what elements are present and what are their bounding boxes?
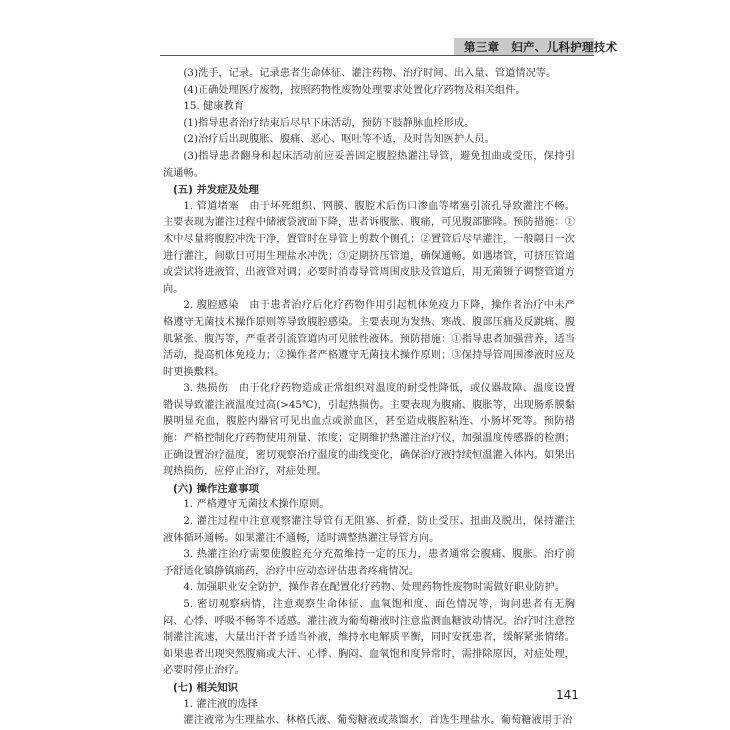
body-paragraph: 5. 密切观察病情，注意观察生命体征、血氧饱和度、面色情况等，询问患者有无胸闷、心悸、呼吸不畅等不适感。灌注液为葡萄糖液时注意监测血糖波动情况。治疗时注意控制灌注流速，大量出汗者予适当补液，维持水电解质平衡，同时安抚患者，缓解紧张情绪。如果患者出现突然腹痛或大汗、心悸、胸闷、血氧饱和度异常时，需排除原因，对症处理，必要时停止治疗。 [163,599,575,677]
body-paragraph: 灌注液常为生理盐水、林格氏液、葡萄糖液或蒸馏水，首选生理盐水。葡萄糖液用于治 [183,715,573,727]
body-paragraph: 1. 严格遵守无菌技术操作原则。 [183,499,330,511]
page-number: 141 [556,688,579,702]
body-paragraph: 15. 健康教育 [183,101,244,113]
body-paragraph: (2)治疗后出现腹胀、腹痛、恶心、呕吐等不适，及时告知医护人员。 [183,134,495,146]
body-paragraph: 4. 加强职业安全防护，操作者在配置化疗药物、处理药物性废物时需做好职业防护。 [183,582,566,594]
section-heading: (五) 并发症及处理 [173,184,259,197]
body-paragraph: (3)指导患者翻身和起床活动前应妥善固定腹腔热灌注导管，避免扭曲或受压，保持引流通畅。 [163,150,575,179]
page-body [163,66,575,730]
chapter-header [454,38,618,55]
body-paragraph: (4)正确处理医疗废物，按照药物性废物处理要求处置化疗药物及相关组件。 [183,84,526,96]
header-divider [160,55,594,56]
body-paragraph: (3)洗手，记录。记录患者生命体征、灌注药物、治疗时间、出入量、管道情况等。 [183,68,557,79]
body-paragraph: 2. 灌注过程中注意观察灌注导管有无阻塞、折叠，防止受压、扭曲及脱出，保持灌注液体循环通畅。如果灌注不通畅，适时调整热灌注导管方向。 [163,516,575,544]
body-paragraph: 2. 腹腔感染 由于患者治疗后化疗药物作用引起机体免疫力下降，操作者治疗中未严格遵守无菌技术操作原则等导致腹腔感染。主要表现为发热、寒战、腹部压痛及反跳痛、腹肌紧张、腹泻等，严重者引流管道内可见脓性液体。预防措施：①指导患者加强营养，适当活动，提高机体免疫力；②操作者严格遵守无菌技术操作原则；③保持导管周围渗液时应及时更换敷料。 [163,300,575,378]
body-paragraph: 3. 热灌注治疗需要使腹腔充分充盈维持一定的压力，患者通常会腹痛、腹胀。治疗前予舒适化镇静镇痛药，治疗中应动态评估患者疼痛情况。 [163,549,575,577]
section-heading: (六) 操作注意事项 [173,482,259,495]
body-paragraph: (1)指导患者治疗结束后尽早下床活动，预防下肢静脉血栓形成。 [183,117,475,129]
body-paragraph: 1. 管道堵塞 由于坏死组织、网膜、腹腔术后伤口渗血等堵塞引流孔导致灌注不畅。主要表现为灌注过程中储液袋液面下降，患者诉腹胀、腹痛，可见腹部膨隆。预防措施：①术中尽量将腹腔冲洗干净，置管时在导管上剪数个侧孔；②置管后尽早灌注，一般隔日一次进行灌注，间歇日可用生理盐水冲洗；③定期挤压管道，确保通畅。如遇堵管，可挤压管道或尝试将进液管、出液管对调；必要时消毒导管周围皮肤及管道后，用无菌镊子调整管道方向。 [163,200,575,295]
chapter-title: 第三章 妇产、儿科护理技术 [464,40,618,54]
body-paragraph: 3. 热损伤 由于化疗药物造成正常组织对温度的耐受性降低，或仪器故障、温度设置错误导致灌注液温度过高(>45℃)，引起热损伤。主要表现为腹痛、腹胀等，出现肠系膜黏膜明显充血，腹腔内器官可见出血点或淤血区，甚至造成腹腔粘连、小肠坏死等。预防措施：严格控制化疗药物使用剂量、浓度；定期维护热灌注治疗仪，加强温度传感器的检测；正确设置治疗温度，密切观察治疗温度的曲线变化，确保治疗液持续恒温灌入体内。如果出现热损伤，应停止治疗，对症处理。 [163,383,575,478]
body-paragraph: 1. 灌注液的选择 [183,698,258,710]
section-heading: (七) 相关知识 [173,681,239,694]
